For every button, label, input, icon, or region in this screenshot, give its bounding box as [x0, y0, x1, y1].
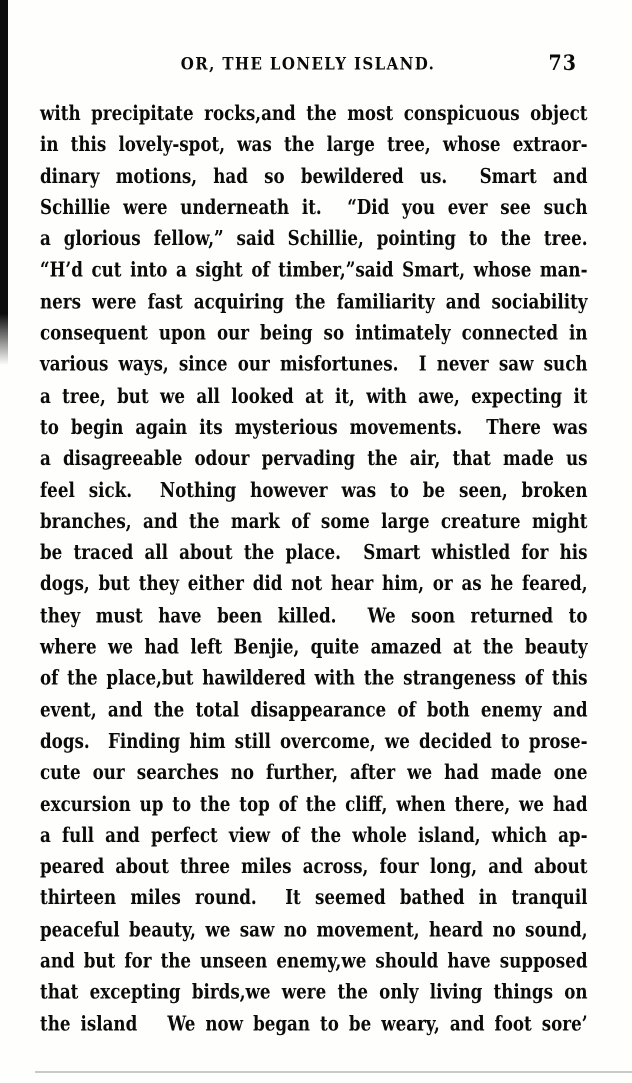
text-line-21: dogs. Finding him still overcome, we decided to prose-	[40, 729, 588, 754]
text-line-18: where we had left Benjie, quite amazed at the beauty	[40, 635, 588, 660]
text-line-6: “H’d cut into a sight of timber,”said Smart, whose man-	[40, 258, 588, 283]
page-bottom-rule-artifact	[35, 1071, 632, 1073]
text-line-2: in this lovely-spot, was the large tree, whose extraor-	[40, 132, 588, 157]
text-line-26: thirteen miles round. It seemed bathed in tranquil	[40, 886, 588, 911]
text-line-7: ners were fast acquiring the familiarity and sociability	[40, 289, 588, 314]
page-text	[40, 98, 588, 1040]
running-header-title: OR, THE LONELY ISLAND.	[180, 54, 436, 75]
text-line-16: dogs, but they either did not hear him, or as he feared,	[40, 572, 588, 597]
text-line-19: of the place,but hawildered with the strangeness of this	[40, 666, 588, 691]
text-line-15: be traced all about the place. Smart whistled for his	[40, 540, 588, 566]
text-line-10: a tree, but we all looked at it, with awe, expecting it	[40, 383, 588, 409]
text-line-27: peaceful beauty, we saw no movement, heard no sound,	[40, 917, 588, 942]
text-line-22: cute our searches no further, after we had made one	[40, 760, 588, 785]
text-line-20: event, and the total disappearance of both enemy and	[40, 697, 588, 723]
text-line-8: consequent upon our being so intimately connected in	[40, 321, 588, 346]
text-line-24: a full and perfect view of the whole island, which ap-	[40, 823, 588, 848]
text-line-5: a glorious fellow,” said Schillie, pointing to the tree.	[40, 227, 588, 252]
text-line-25: peared about three miles across, four long, and about	[40, 854, 588, 879]
text-line-3: dinary motions, had so bewildered us. Smart and	[40, 164, 588, 189]
text-line-23: excursion up to the top of the cliff, when there, we had	[40, 792, 588, 817]
text-line-11: to begin again its mysterious movements. There was	[40, 415, 588, 440]
text-line-13: feel sick. Nothing however was to be seen, broken	[40, 478, 588, 503]
text-line-1: with precipitate rocks,and the most conspicuous object	[40, 101, 588, 126]
text-line-28: and but for the unseen enemy,we should have supposed	[40, 949, 588, 974]
text-line-14: branches, and the mark of some large creature might	[40, 509, 588, 534]
page-number: 73	[548, 51, 577, 76]
text-line-30: the island We now began to be weary, and foot sore’	[40, 1011, 588, 1036]
text-line-17: they must have been killed. We soon returned to	[40, 603, 588, 628]
text-line-9: various ways, since our misfortunes. I never saw such	[40, 352, 588, 377]
text-line-4: Schillie were underneath it. “Did you ever see such	[40, 195, 588, 220]
text-line-12: a disagreeable odour pervading the air, that made us	[40, 446, 588, 471]
text-line-29: that excepting birds,we were the only living things on	[40, 980, 588, 1005]
